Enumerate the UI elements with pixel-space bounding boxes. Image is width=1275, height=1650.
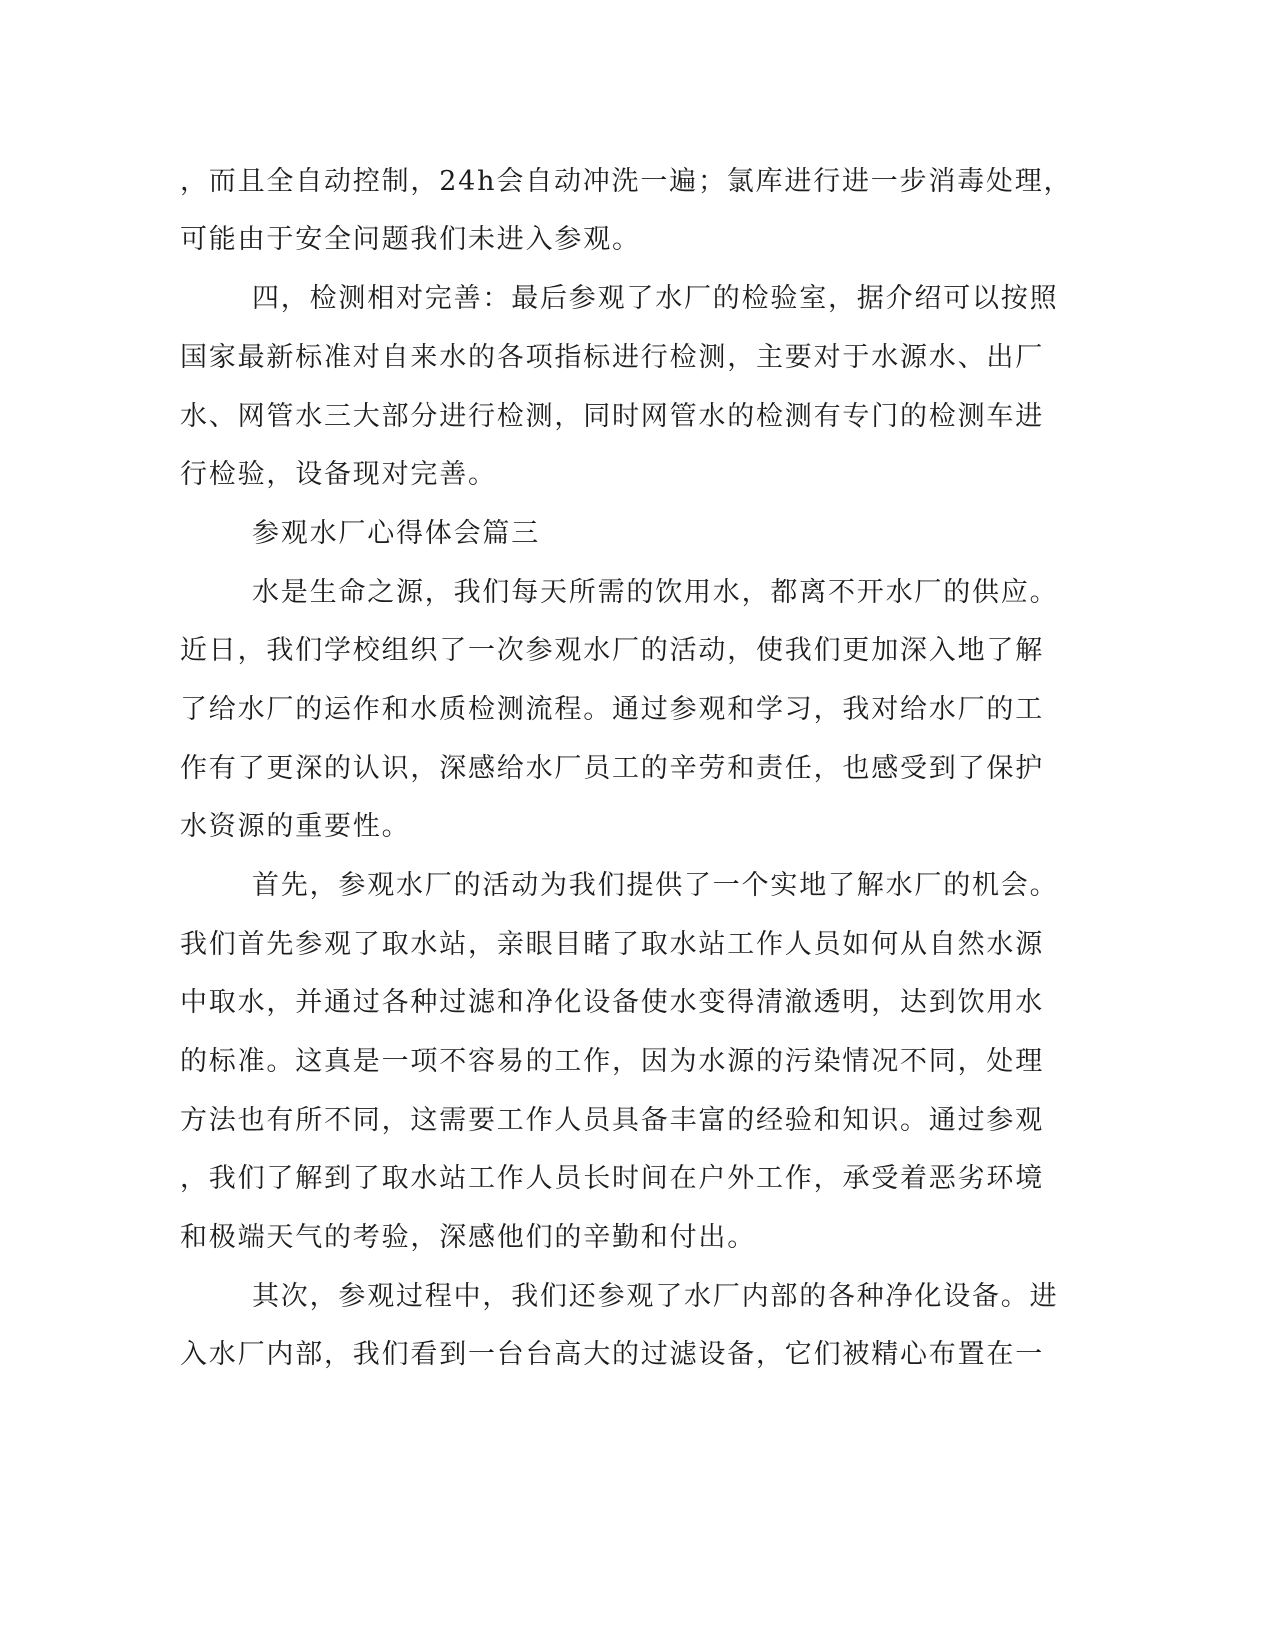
section-heading: 参观水厂心得体会篇三 xyxy=(252,518,540,549)
text-line: 了给水厂的运作和水质检测流程。通过参观和学习，我对给水厂的工 xyxy=(180,694,1044,725)
text-line: ，我们了解到了取水站工作人员长时间在户外工作，承受着恶劣环境 xyxy=(180,1163,1044,1194)
text-line: 可能由于安全问题我们未进入参观。 xyxy=(180,224,641,255)
text-line: 首先，参观水厂的活动为我们提供了一个实地了解水厂的机会。 xyxy=(252,870,1059,901)
text-line: 其次，参观过程中，我们还参观了水厂内部的各种净化设备。进 xyxy=(252,1281,1059,1312)
text-line: 国家最新标准对自来水的各项指标进行检测，主要对于水源水、出厂 xyxy=(180,342,1044,373)
text-line: 水是生命之源，我们每天所需的饮用水，都离不开水厂的供应。 xyxy=(252,577,1059,608)
text-line: 水资源的重要性。 xyxy=(180,811,411,842)
text-line: 入水厂内部，我们看到一台台高大的过滤设备，它们被精心布置在一 xyxy=(180,1339,1044,1370)
text-line: 四，检测相对完善：最后参观了水厂的检验室，据介绍可以按照 xyxy=(252,283,1059,314)
text-line: ，而且全自动控制，24h会自动冲洗一遍；氯库进行进一步消毒处理， xyxy=(180,166,1073,197)
text-line: 水、网管水三大部分进行检测，同时网管水的检测有专门的检测车进 xyxy=(180,401,1044,432)
text-line: 行检验，设备现对完善。 xyxy=(180,459,497,490)
text-line: 作有了更深的认识，深感给水厂员工的辛劳和责任，也感受到了保护 xyxy=(180,753,1044,784)
text-line: 的标准。这真是一项不容易的工作，因为水源的污染情况不同，处理 xyxy=(180,1046,1044,1077)
text-line: 我们首先参观了取水站，亲眼目睹了取水站工作人员如何从自然水源 xyxy=(180,929,1044,960)
text-line: 方法也有所不同，这需要工作人员具备丰富的经验和知识。通过参观 xyxy=(180,1105,1044,1136)
text-line: 近日，我们学校组织了一次参观水厂的活动，使我们更加深入地了解 xyxy=(180,635,1044,666)
text-line: 中取水，并通过各种过滤和净化设备使水变得清澈透明，达到饮用水 xyxy=(180,987,1044,1018)
text-line: 和极端天气的考验，深感他们的辛勤和付出。 xyxy=(180,1222,756,1253)
